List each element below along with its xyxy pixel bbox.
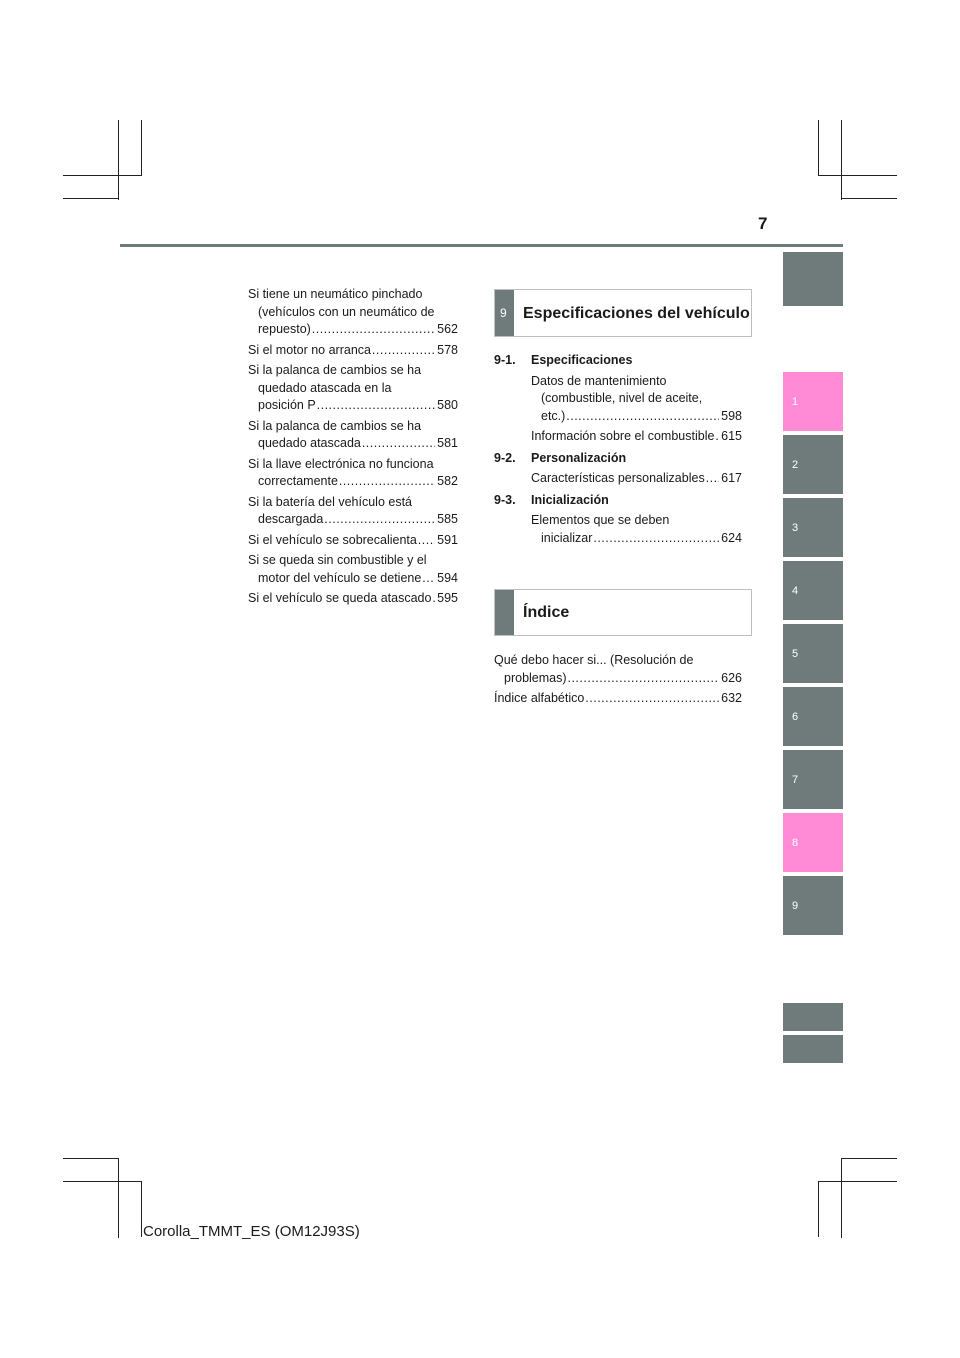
section-9-1 [494, 352, 742, 446]
side-tab-9[interactable]: 9 [783, 876, 843, 935]
toc-entry[interactable]: Si tiene un neumático pinchado (vehículos con un neumático de repuesto) ..... 562 [248, 286, 458, 339]
toc-entry[interactable]: Si la batería del vehículo está descargada ..... 585 [248, 494, 458, 529]
side-tab-1[interactable]: 1 [783, 372, 843, 431]
toc-entry[interactable]: Si la palanca de cambios se ha quedado atascada en la posición P ..... 580 [248, 362, 458, 415]
section-9-2 [494, 450, 742, 488]
side-tab-2[interactable]: 2 [783, 435, 843, 494]
index-heading[interactable] [494, 589, 752, 636]
toc-entry[interactable]: Información sobre el combustible ..... 615 [531, 428, 742, 446]
index-title: Índice [523, 604, 570, 621]
toc-entry[interactable]: Características personalizables ..... 617 [531, 470, 742, 488]
toc-entry[interactable]: Si el motor no arranca ..... 578 [248, 342, 458, 360]
side-tab-4[interactable]: 4 [783, 561, 843, 620]
side-tab-3[interactable]: 3 [783, 498, 843, 557]
toc-entry[interactable]: Si el vehículo se queda atascado ..... 595 [248, 590, 458, 608]
side-tab-5[interactable]: 5 [783, 624, 843, 683]
section-title[interactable]: 9-1. Especificaciones [494, 353, 633, 367]
toc-entry[interactable]: Índice alfabético ..... 632 [494, 690, 742, 708]
toc-left-column [248, 286, 458, 611]
toc-right-column [494, 352, 742, 551]
footer-doc-id: Corolla_TMMT_ES (OM12J93S) [143, 1223, 360, 1240]
toc-entry[interactable]: Si el vehículo se sobrecalienta ..... 591 [248, 532, 458, 550]
chapter-number-bar [495, 590, 514, 635]
side-tab-7[interactable]: 7 [783, 750, 843, 809]
toc-entry[interactable]: Si la palanca de cambios se ha quedado atascada ..... 581 [248, 418, 458, 453]
side-tab-blank-top[interactable] [783, 252, 843, 306]
section-title[interactable]: 9-2. Personalización [494, 450, 627, 465]
side-tab-blank-bottom-1[interactable] [783, 1003, 843, 1031]
toc-entry[interactable]: Datos de mantenimiento (combustible, nivel de aceite, etc.) ..... 598 [531, 373, 742, 426]
chapter-number-bar: 9 [495, 290, 514, 336]
chapter-title: Especificaciones del vehículo [523, 304, 750, 322]
section-title[interactable]: 9-3. Inicialización [494, 492, 609, 507]
side-tab-blank-bottom-2[interactable] [783, 1035, 843, 1063]
toc-entry[interactable]: Elementos que se deben inicializar ..... 624 [531, 512, 742, 547]
toc-entry[interactable]: Qué debo hacer si... (Resolución de problemas) ..... 626 [494, 652, 742, 687]
index-entries [494, 652, 742, 711]
chapter-9-heading[interactable] [494, 289, 752, 337]
toc-entry[interactable]: Si se queda sin combustible y el motor del vehículo se detiene ..... 594 [248, 552, 458, 587]
page-number: 7 [758, 214, 768, 233]
toc-entry[interactable]: Si la llave electrónica no funciona correctamente ..... 582 [248, 456, 458, 491]
side-tab-8[interactable]: 8 [783, 813, 843, 872]
section-9-3 [494, 492, 742, 548]
header-rule [120, 244, 843, 247]
side-tab-6[interactable]: 6 [783, 687, 843, 746]
